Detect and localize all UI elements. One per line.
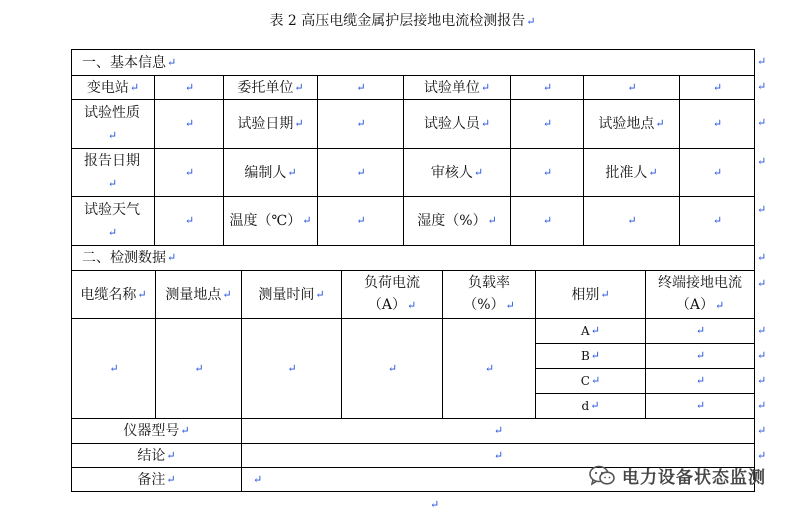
value-instrument-model[interactable]: ↵ [493,424,504,437]
label-temperature: 温度（℃） ↵ [229,213,312,229]
value-client[interactable]: ↵ [356,80,366,94]
label-compiler: 编制人 ↵ [244,164,297,181]
watermark-text: 电力设备状态监测 [622,468,766,488]
header-cable-name: 电缆名称 ↵ [80,286,147,303]
header-load-rate: 负载率（%）↵ [463,275,515,313]
row-end-mark: ↵ [757,80,767,93]
value-temperature[interactable]: ↵ [356,214,366,227]
row-end-mark: ↵ [757,374,767,387]
header-measure-point: 测量地点 ↵ [165,286,232,303]
phase-b: B ↵ [580,349,601,363]
label-test-unit: 试验单位 ↵ [423,79,491,96]
label-weather: 试验天气↵ [84,201,140,239]
label-humidity: 湿度（%） ↵ [417,213,497,229]
value-measure-point[interactable]: ↵ [194,361,204,375]
wechat-icon [588,464,616,488]
row-end-mark: ↵ [757,399,767,412]
value-weather[interactable]: ↵ [184,214,195,227]
value-conclusion[interactable]: ↵ [493,448,504,462]
label-substation: 变电站 ↵ [86,79,140,96]
cell-empty[interactable]: ↵ [627,214,637,227]
value-remarks[interactable]: ↵ [253,472,263,486]
row-end-mark: ↵ [757,203,767,216]
value-cable-name[interactable]: ↵ [109,361,119,375]
row-end-mark: ↵ [757,277,767,290]
value-humidity[interactable]: ↵ [542,214,553,227]
value-report-date[interactable]: ↵ [184,165,195,179]
label-reviewer: 审核人 ↵ [430,164,484,181]
value-ground-current-b[interactable]: ↵ [695,349,706,362]
label-test-site: 试验地点 ↵ [598,116,665,132]
phase-c: C ↵ [580,374,601,388]
value-ground-current-d[interactable]: ↵ [695,399,706,412]
row-end-mark: ↵ [757,55,767,68]
cell-empty[interactable]: ↵ [712,214,723,227]
value-compiler[interactable]: ↵ [356,165,366,179]
header-measure-time: 测量时间 ↵ [258,286,325,303]
value-load-current[interactable]: ↵ [387,361,398,375]
label-test-nature: 试验性质↵ [84,104,140,142]
row-end-mark: ↵ [757,324,767,337]
value-ground-current-c[interactable]: ↵ [695,374,706,387]
label-remarks: 备注 ↵ [137,471,176,488]
value-load-rate[interactable]: ↵ [484,361,495,375]
report-title: 表 2 高压电缆金属护层接地电流检测报告↵ [269,13,536,29]
value-test-nature[interactable]: ↵ [184,117,195,130]
label-approver: 批准人 ↵ [605,164,658,181]
row-end-mark: ↵ [757,349,767,362]
value-test-date[interactable]: ↵ [356,117,366,130]
value-reviewer[interactable]: ↵ [542,165,553,179]
label-report-date: 报告日期↵ [84,153,140,190]
cell-empty[interactable]: ↵ [712,80,723,94]
phase-a: A ↵ [581,324,600,338]
phase-d: d ↵ [581,399,600,413]
row-end-mark: ↵ [757,116,767,129]
row-end-mark: ↵ [757,251,767,264]
row-end-mark: ↵ [757,449,767,462]
value-measure-time[interactable]: ↵ [287,361,297,375]
value-substation[interactable]: ↵ [184,80,195,94]
section-basic-info: 一、基本信息 ↵ [82,54,177,71]
label-client: 委托单位 ↵ [237,79,304,96]
label-instrument-model: 仪器型号 ↵ [123,423,190,439]
cell-empty[interactable]: ↵ [627,80,637,94]
value-test-site[interactable]: ↵ [712,117,723,130]
watermark [588,463,766,488]
label-conclusion: 结论 ↵ [137,447,176,464]
header-ground-current: 终端接地电流（A）↵ [658,275,742,313]
value-approver[interactable]: ↵ [712,165,723,179]
label-test-date: 试验日期 ↵ [237,116,304,132]
section-test-data: 二、检测数据 ↵ [82,250,177,266]
row-end-mark: ↵ [757,424,767,437]
label-tester: 试验人员 ↵ [423,116,491,132]
header-phase: 相别 ↵ [571,286,610,303]
paragraph-mark: ↵ [430,498,440,511]
value-ground-current-a[interactable]: ↵ [695,324,706,337]
header-load-current: 负荷电流（A）↵ [364,275,420,313]
value-tester[interactable]: ↵ [542,117,553,130]
value-test-unit[interactable]: ↵ [542,80,553,94]
row-end-mark: ↵ [757,155,767,168]
